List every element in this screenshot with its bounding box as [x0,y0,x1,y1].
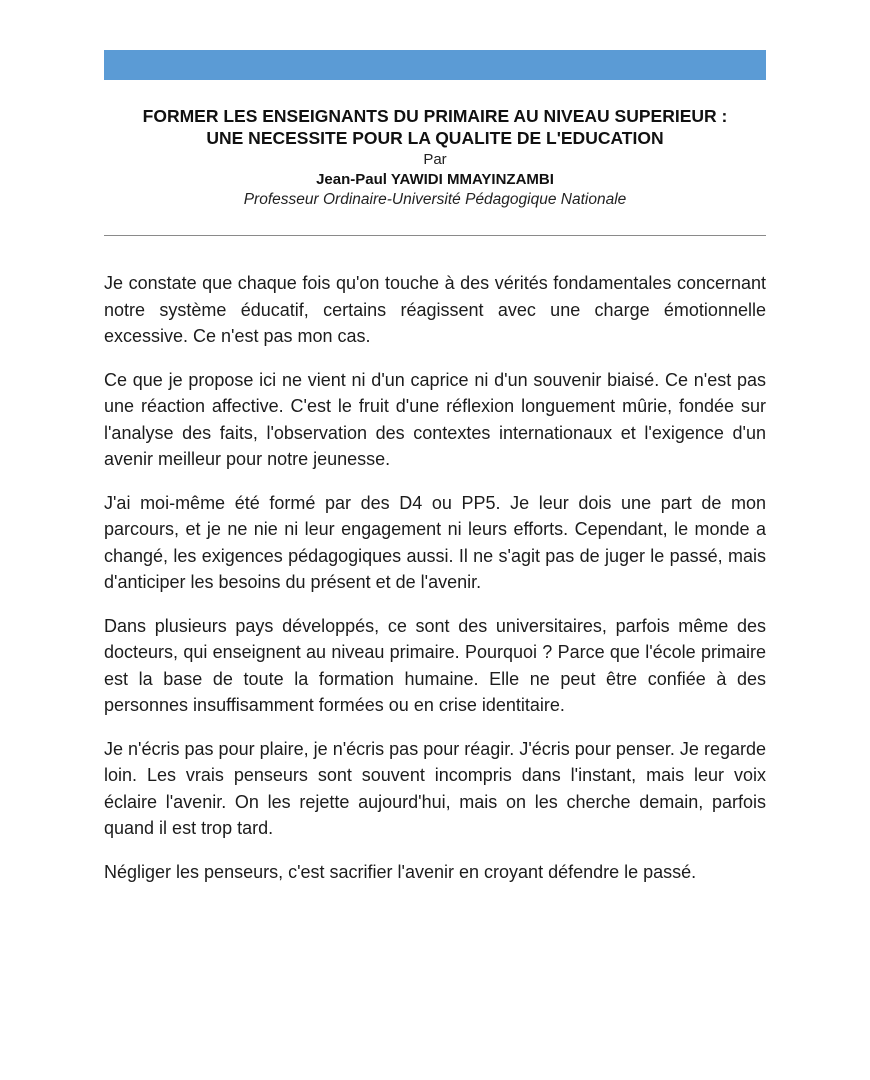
author-affiliation: Professeur Ordinaire-Université Pédagogique Nationale [243,191,627,208]
header-divider [104,235,766,236]
paragraph: Je n'écris pas pour plaire, je n'écris pas pour réagir. J'écris pour penser. Je regarde loin. Les vrais penseurs sont souvent incompris dans l'instant, mais leur voix éclaire l'avenir. On les rejette aujourd'hui, mais on les cherche demain, parfois quand il est trop tard. [104,738,766,838]
paragraph: J'ai moi-même été formé par des D4 ou PP5. Je leur dois une part de mon parcours, et je ne nie ni leur engagement ni leurs efforts. Cependant, le monde a changé, les exigences pédagogiques aussi. Il ne s'agit pas de juger le passé, mais d'anticiper les besoins du présent et de l'avenir. [104,492,766,592]
paragraph: Ce que je propose ici ne vient ni d'un caprice ni d'un souvenir biaisé. Ce n'est pas une réaction affective. C'est le fruit d'une réflexion longuement mûrie, fondée sur l'analyse des faits, l'observation des contextes internationaux et l'exigence d'un avenir meilleur pour notre jeunesse. [104,369,766,469]
header-color-bar [104,50,766,80]
article-title: FORMER LES ENSEIGNANTS DU PRIMAIRE AU NIVEAU SUPERIEUR : UNE NECESSITE POUR LA QUALITE DE L'EDUCATION [142,106,728,148]
by-line: Par [423,151,447,168]
paragraph: Je constate que chaque fois qu'on touche à des vérités fondamentales concernant notre système éducatif, certains réagissent avec une charge émotionnelle excessive. Ce n'est pas mon cas. [104,273,766,346]
article-body [104,270,766,902]
paragraph: Dans plusieurs pays développés, ce sont des universitaires, parfois même des docteurs, qui enseignent au niveau primaire. Pourquoi ? Parce que l'école primaire est la base de toute la formation humaine. Elle ne peut être confiée à des personnes insuffisamment formées ou en crise identitaire. [104,615,766,715]
article-header [104,105,766,210]
paragraph: Négliger les penseurs, c'est sacrifier l'avenir en croyant défendre le passé. [104,861,697,882]
author-name: Jean-Paul YAWIDI MMAYINZAMBI [316,171,554,188]
